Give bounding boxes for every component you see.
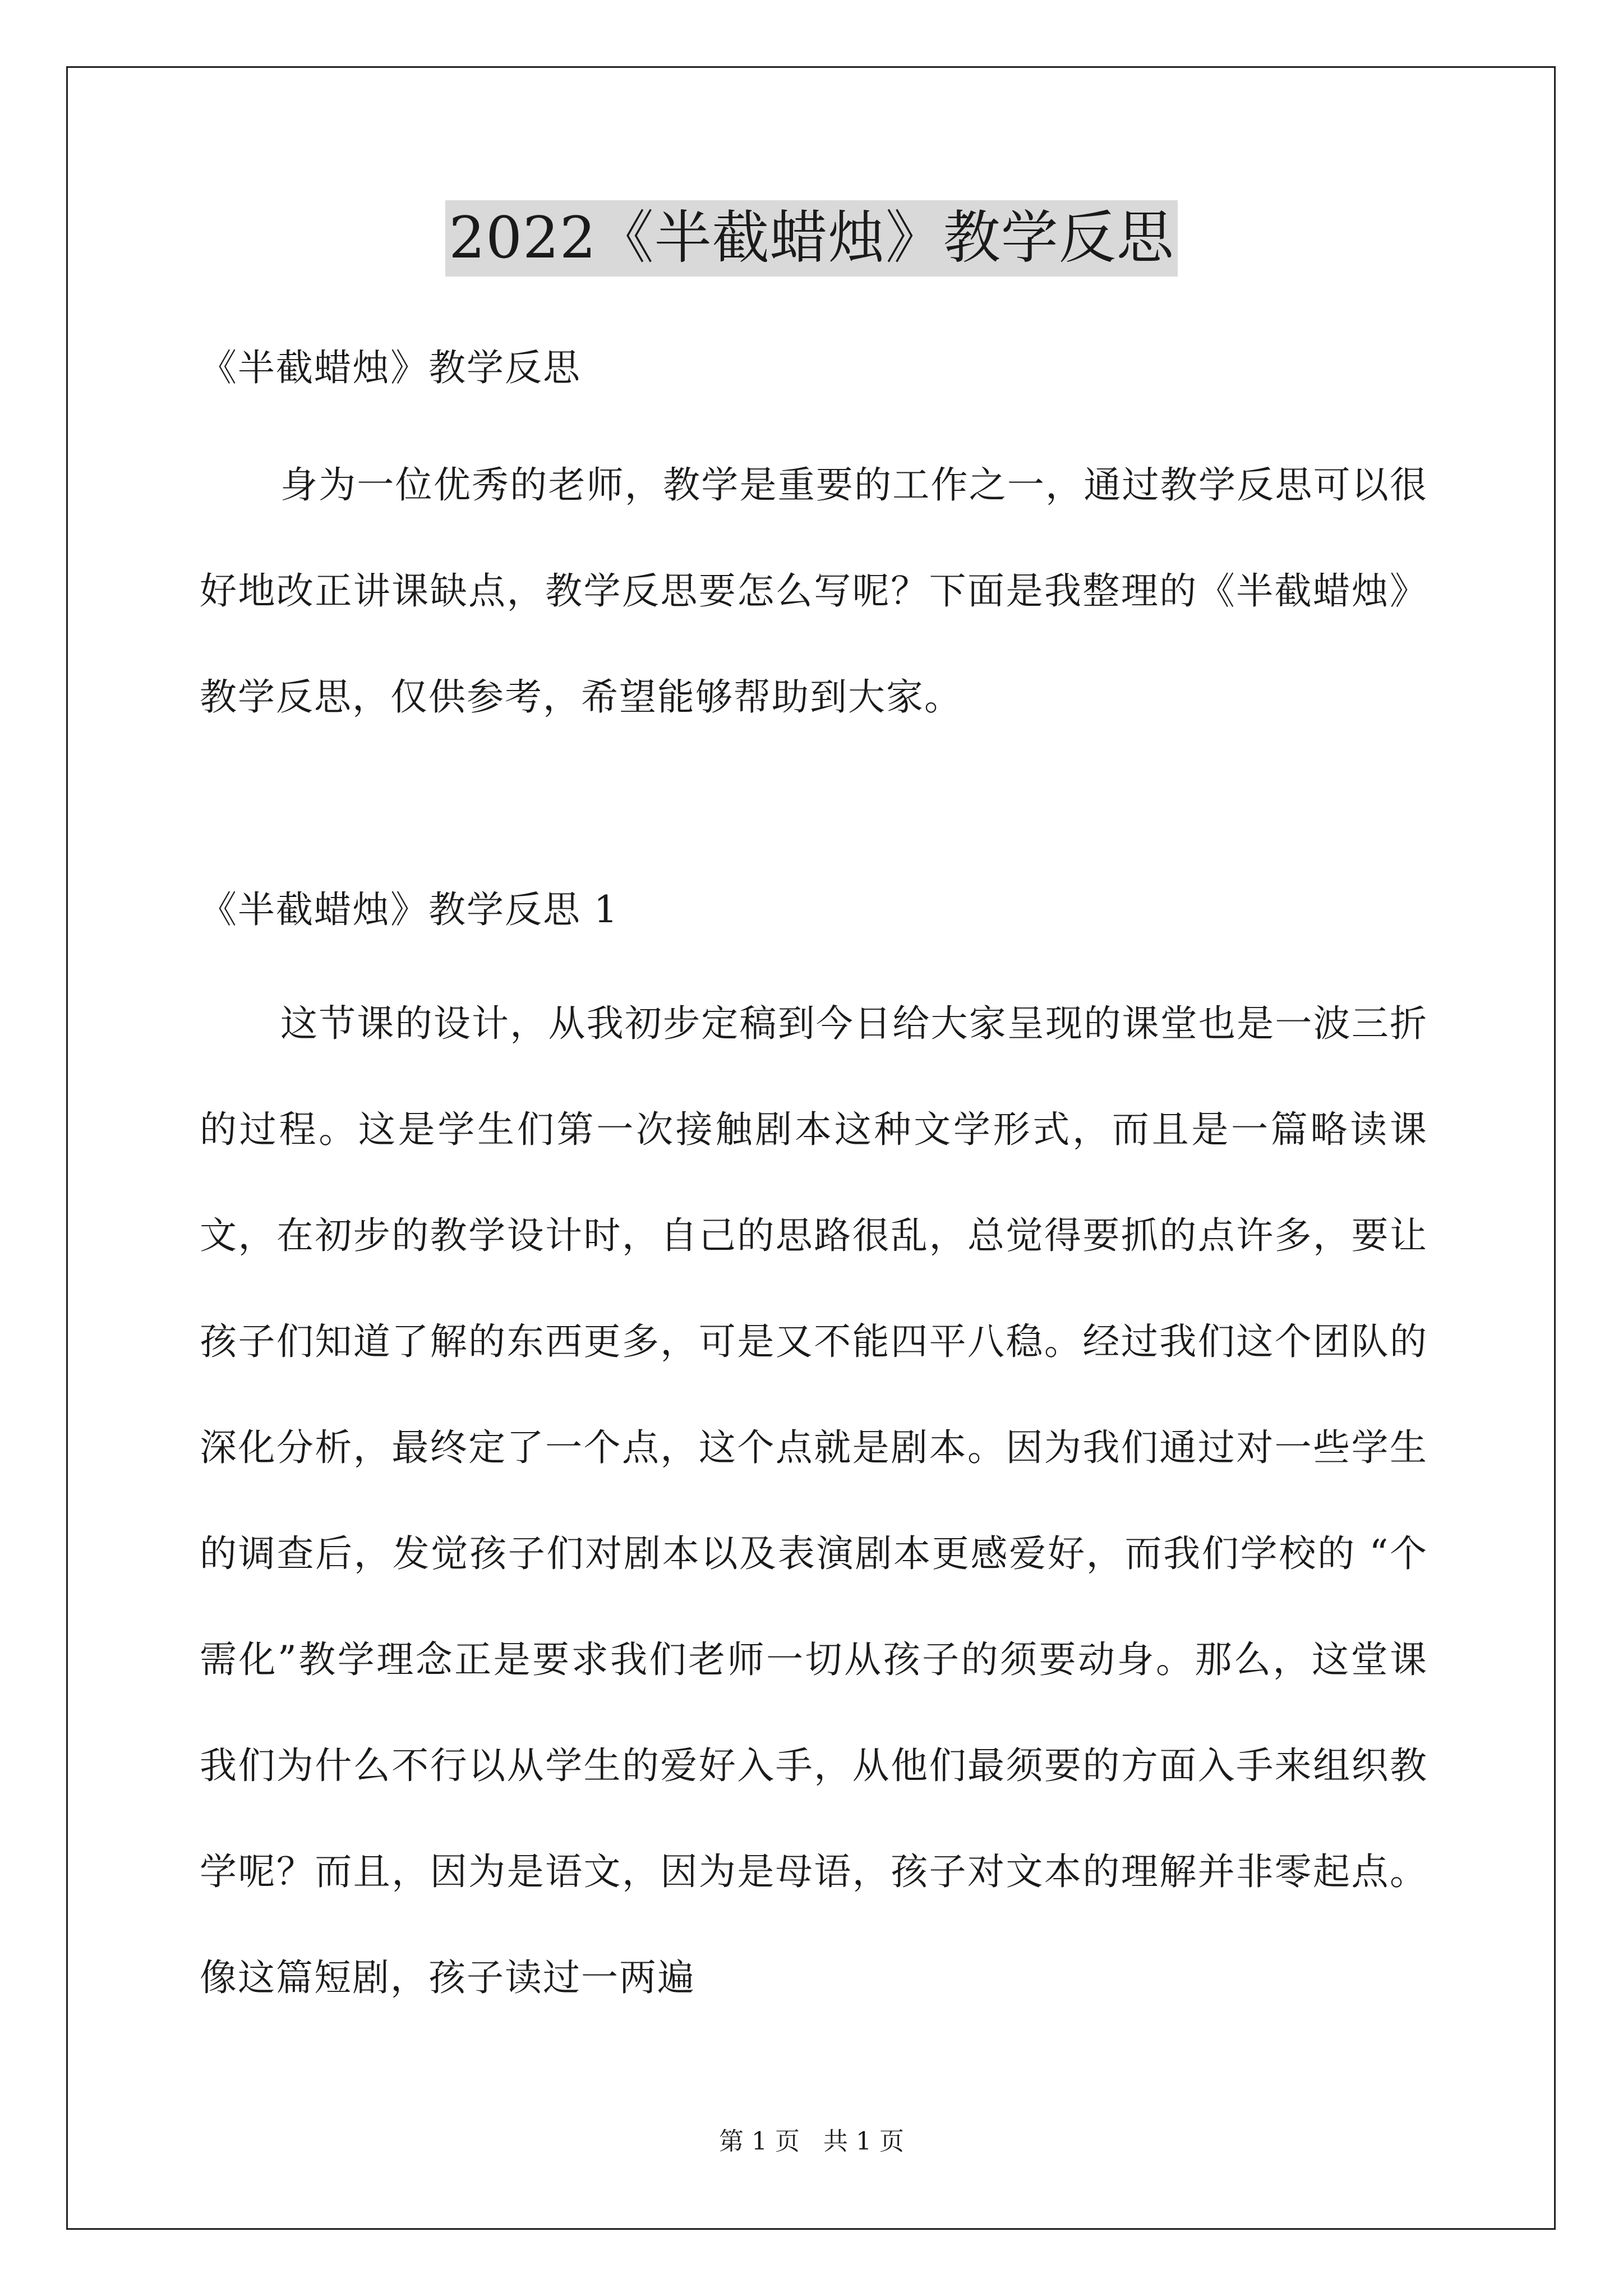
intro-block bbox=[200, 432, 1428, 750]
intro-paragraph: 身为一位优秀的老师，教学是重要的工作之一，通过教学反思可以很好地改正讲课缺点，教学反思要怎么写呢？下面是我整理的《半截蜡烛》教学反思，仅供参考，希望能够帮助到大家。 bbox=[200, 463, 1428, 719]
section-body-block bbox=[200, 970, 1428, 2031]
section-body-paragraph: 这节课的设计，从我初步定稿到今日给大家呈现的课堂也是一波三折的过程。这是学生们第一次接触剧本这种文学形式，而且是一篇略读课文，在初步的教学设计时，自己的思路很乱，总觉得要抓的点许多，要让孩子们知道了解的东西更多，可是又不能四平八稳。经过我们这个团队的深化分析，最终定了一个点，这个点就是剧本。因为我们通过对一些学生的调查后，发觉孩子们对剧本以及表演剧本更感爱好，而我们学校的 “个需化”教学理念正是要求我们老师一切从孩子的须要动身。那么，这堂课我们为什么不行以从学生的爱好入手，从他们最须要的方面入手来组织教学呢？而且，因为是语文，因为是母语，孩子对文本的理解并非零起点。像这篇短剧，孩子读过一两遍 bbox=[200, 1002, 1428, 1999]
page-number: 第 1 页 bbox=[719, 2127, 800, 2156]
title-container bbox=[0, 200, 1623, 277]
section-heading: 《半截蜡烛》教学反思 1 bbox=[200, 888, 619, 931]
page-total: 共 1 页 bbox=[823, 2127, 904, 2156]
document-subtitle: 《半截蜡烛》教学反思 bbox=[200, 346, 581, 389]
document-title: 2022《半截蜡烛》教学反思 bbox=[445, 200, 1178, 277]
page-footer bbox=[0, 2125, 1623, 2159]
